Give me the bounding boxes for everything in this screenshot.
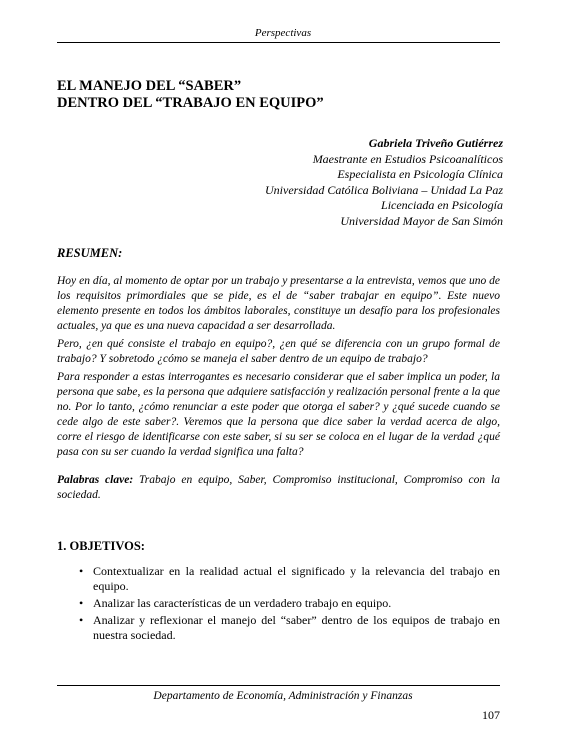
running-header: Perspectivas (254, 27, 312, 39)
page-number: 107 (482, 708, 500, 722)
list-item (57, 596, 500, 611)
author-name: Gabriela Triveño Gutiérrez (368, 136, 503, 150)
objectives-heading: 1. OBJETIVOS: (57, 539, 145, 553)
article-title-line-1: EL MANEJO DEL “SABER” (57, 78, 242, 94)
author-credential: Universidad Católica Boliviana – Unidad La Paz (265, 182, 503, 197)
article-title-line-2: DENTRO DEL “TRABAJO EN EQUIPO” (57, 95, 324, 111)
footer-rule (57, 685, 500, 686)
list-item (57, 564, 500, 594)
author-credential: Especialista en Psicología Clínica (337, 167, 503, 181)
abstract-paragraph: Pero, ¿en qué consiste el trabajo en equipo?, ¿en qué se diferencia con un grupo formal de trabajo? Y sobretodo ¿cómo se maneja el saber dentro de un equipo de trabajo? (57, 338, 500, 365)
list-item-text: Analizar las características de un verdadero trabajo en equipo. (93, 596, 392, 610)
keywords-label: Palabras clave: (57, 474, 134, 486)
author-credential: Licenciada en Psicología (381, 198, 503, 212)
abstract-body (57, 274, 500, 463)
author-credential: Universidad Mayor de San Simón (340, 213, 503, 228)
objectives-list (57, 564, 500, 645)
abstract-paragraph: Hoy en día, al momento de optar por un trabajo y presentarse a la entrevista, vemos que uno de los requisitos primordiales que se pide, es el de “saber trabajar en equipo”. Este nuevo elemento presente en todos los ámbitos laborales, constituye un desafío para los profesionales actuales, ya que es una nueva capacidad a ser desarrollada. (57, 275, 500, 332)
bullet-icon: • (79, 564, 84, 578)
author-credential: Maestrante en Estudios Psicoanalíticos (312, 151, 503, 166)
list-item (57, 613, 500, 643)
list-item-text: Analizar y reflexionar el manejo del “saber” dentro de los equipos de trabajo en nuestra sociedad. (93, 613, 500, 642)
keywords-text: Trabajo en equipo, Saber, Compromiso institucional, Compromiso con la sociedad. (57, 474, 500, 501)
abstract-paragraph: Para responder a estas interrogantes es necesario considerar que el saber implica un poder, la persona que sabe, es la persona que adquiere satisfacción y realización personal frente a la que no. Por lo tanto, ¿cómo renunciar a este poder que otorga el saber? y ¿qué sucede cuando se cede algo de este saber?. Veremos que la persona que dice saber la verdad acerca de algo, corre el riesgo de identificarse con este saber, si su ser se coloca en el lugar de la verdad ¿qué pasa con su ser cuando la verdad significa una falta? (57, 371, 500, 458)
article-title (57, 78, 324, 112)
list-item-text: Contextualizar en la realidad actual el significado y la relevancia del trabajo en equipo. (93, 564, 500, 593)
header-rule (57, 42, 500, 43)
bullet-icon: • (79, 596, 84, 610)
abstract-heading: RESUMEN: (57, 246, 123, 260)
keywords (57, 473, 500, 503)
running-footer: Departamento de Economía, Administración y Finanzas (153, 690, 413, 702)
author-block (265, 136, 503, 229)
bullet-icon: • (79, 613, 84, 627)
